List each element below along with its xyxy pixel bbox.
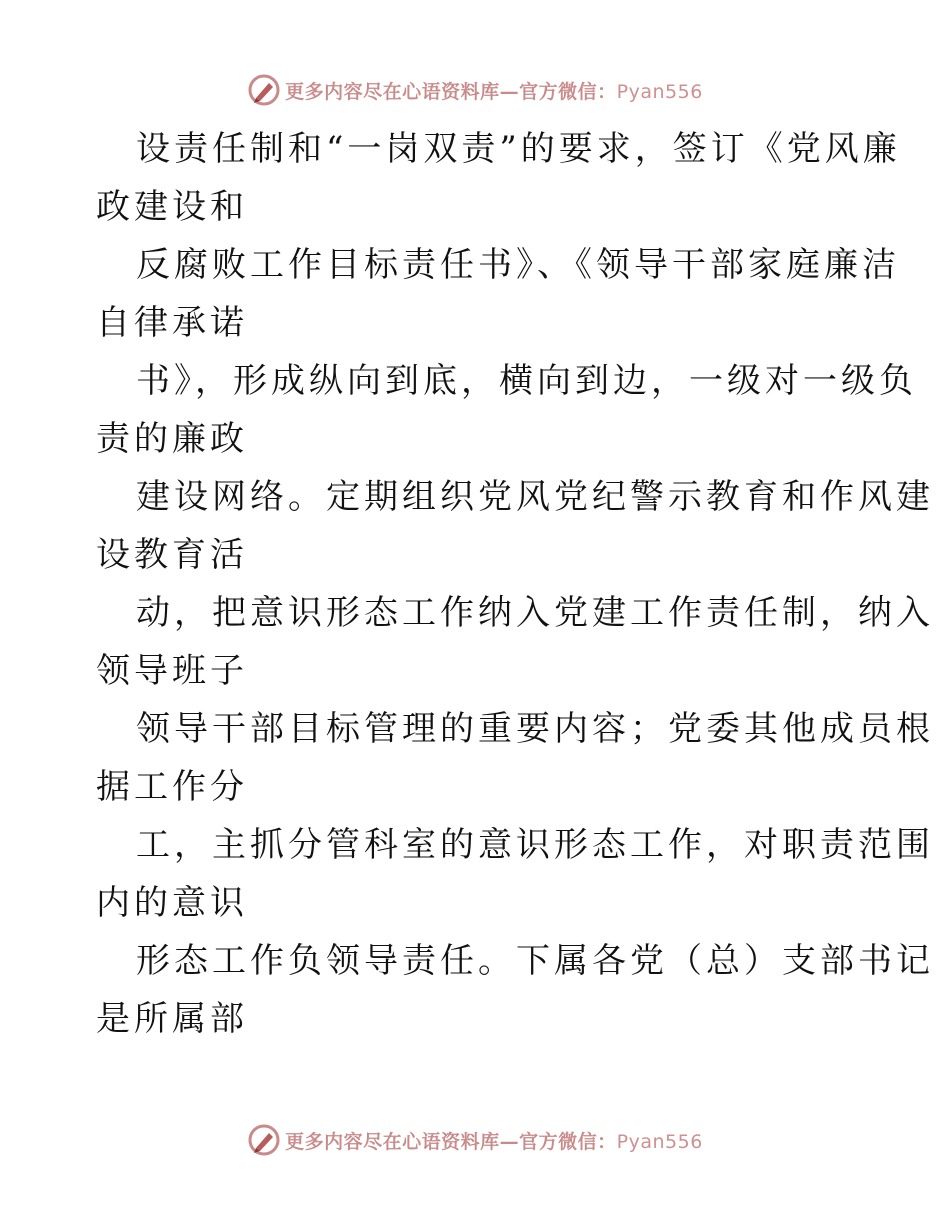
text-line: 内的意识 (96, 883, 248, 923)
text-line: 建设网络。定期组织党风党纪警示教育和作风建 (136, 477, 934, 517)
paragraph (96, 816, 934, 932)
text-line: 设教育活 (96, 535, 248, 575)
document-body (96, 120, 934, 1048)
header-watermark (0, 70, 950, 110)
text-line: 自律承诺 (96, 303, 248, 343)
text-line: 领导干部目标管理的重要内容；党委其他成员根 (136, 709, 934, 749)
text-line: 工，主抓分管科室的意识形态工作，对职责范围 (136, 825, 934, 865)
text-line: 领导班子 (96, 651, 248, 691)
text-line: 动，把意识形态工作纳入党建工作责任制，纳入 (136, 593, 934, 633)
paragraph (96, 700, 934, 816)
paragraph (96, 236, 900, 352)
paragraph (96, 584, 934, 700)
text-line: 责的廉政 (96, 419, 248, 459)
paragraph (96, 352, 917, 468)
watermark-text: 更多内容尽在心语资料库—官方微信：Pyan556 (285, 80, 703, 103)
paragraph (96, 932, 934, 1048)
watermark-text: 更多内容尽在心语资料库—官方微信：Pyan556 (285, 1130, 703, 1153)
paragraph (96, 468, 934, 584)
text-line: 反腐败工作目标责任书》、《领导干部家庭廉洁 (136, 245, 900, 285)
text-line: 形态工作负领导责任。下属各党（总）支部书记 (136, 941, 934, 981)
text-line: 书》，形成纵向到底，横向到边，一级对一级负 (136, 361, 917, 401)
footer-watermark (0, 1120, 950, 1160)
text-line: 设责任制和“一岗双责”的要求，签订《党风廉 (136, 129, 901, 169)
paragraph (96, 120, 901, 236)
text-line: 是所属部 (96, 999, 248, 1039)
pen-logo-icon (247, 1123, 281, 1157)
pen-logo-icon (247, 73, 281, 107)
text-line: 政建设和 (96, 187, 248, 227)
text-line: 据工作分 (96, 767, 248, 807)
